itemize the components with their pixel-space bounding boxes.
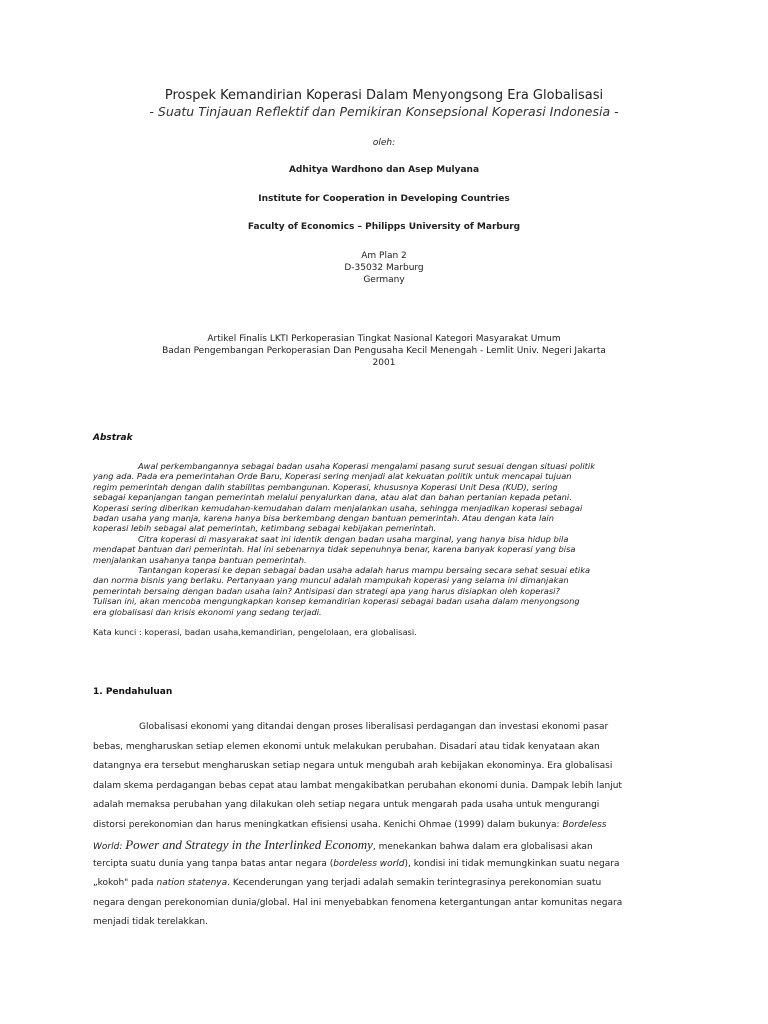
address-line: Am Plan 2 <box>361 251 407 261</box>
article-note-line: Badan Pengembangan Perkoperasian Dan Pengusaha Kecil Menengah - Lemlit Univ. Negeri Jakarta <box>162 346 606 356</box>
abstract-heading: Abstrak <box>93 433 133 443</box>
abstract-line: regim pemerintah dengan dalih stabilitas pembangunan. Koperasi, khususnya Koperasi Unit Desa (KUD), sering <box>93 481 558 492</box>
body-line <box>93 835 677 855</box>
abstract-line: menjalankan usahanya tanpa bantuan pemerintah. <box>93 554 307 565</box>
paper-subtitle: - Suatu Tinjauan Reflektif dan Pemikiran Konsepsional Koperasi Indonesia - <box>149 104 619 119</box>
abstract-line: badan usaha yang manja, karena hanya bisa berkembang dengan bantuan pemerintah. Atau dengan kata lain <box>93 513 554 524</box>
body-line: datangnya era tersebut mengharuskan setiap negara untuk mengubah arah kebijakan ekonominya. Era globalisasi <box>93 761 613 771</box>
address-line: Germany <box>363 275 405 285</box>
faculty: Faculty of Economics – Philipps University of Marburg <box>247 222 521 232</box>
body-line <box>93 855 677 875</box>
abstract-line: Awal perkembangannya sebagai badan usaha Koperasi mengalami pasang surut sesuai dengan situasi politik <box>138 461 596 471</box>
paper-title: Prospek Kemandirian Koperasi Dalam Menyongsong Era Globalisasi <box>164 88 604 103</box>
article-note-line: Artikel Finalis LKTI Perkoperasian Tingkat Nasional Kategori Masyarakat Umum <box>207 334 561 344</box>
keywords: Kata kunci : koperasi, badan usaha,kemandirian, pengelolaan, era globalisasi. <box>93 627 417 637</box>
abstract-body <box>93 461 677 617</box>
bordeless-world-italic: bordeless world <box>333 858 405 869</box>
body-line: negara dengan perekonomian dunia/global. Hal ini menyebabkan fenomena ketergantungan antar komunitas negara <box>93 897 623 908</box>
abstract-line: Koperasi sering diberikan kemudahan-kemudahan dalam menjalankan usaha, sehingga menjadikan koperasi sebagai <box>93 502 583 513</box>
body-line-text: „kokoh" pada <box>93 878 157 888</box>
body-line <box>93 816 677 836</box>
body-line: bebas, mengharuskan setiap elemen ekonomi untuk melakukan perubahan. Disadari atau tidak kenyataan akan <box>93 741 600 752</box>
body-line-text: distorsi perekonomian dan harus meningkatkan efisiensi usaha. Kenichi Ohmae (1999) dalam bukunya: <box>93 819 560 830</box>
body-line: menjadi tidak terelakkan. <box>93 917 208 927</box>
abstract-line: dan norma bisnis yang berlaku. Pertanyaan yang muncul adalah mampukah koperasi yang selama ini dimanjakan <box>93 575 569 586</box>
abstract-line: koperasi lebih sebagai alat pemerintah, ketimbang sebagai kebijakan pemerintah. <box>93 523 437 534</box>
world-italic: World: <box>93 842 123 852</box>
authors: Adhitya Wardhono dan Asep Mulyana <box>288 165 480 175</box>
by-label: oleh: <box>372 138 396 148</box>
abstract-line: era globalisasi dan krisis ekonomi yang sedang terjadi. <box>93 606 322 617</box>
body-line-text: ), kondisi ini tidak memungkinkan suatu negara <box>404 858 620 869</box>
abstract-line: pemerintah bersaing dengan badan usaha lain? Antisipasi dan strategi apa yang harus disiapkan oleh koperasi? <box>93 585 560 596</box>
abstract-line: Tulisan ini, akan mencoba mengungkapkan konsep kemandirian koperasi sebagai badan usaha dalam menyongsong <box>93 596 580 607</box>
abstract-line: Tantangan koperasi ke depan sebagai badan usaha adalah harus mampu bersaing secara sehat sesuai etika <box>138 565 591 576</box>
abstract-line: mendapat bantuan dari pemerintah. Hal ini sebenarnya tidak sepenuhnya benar, karena banyak koperasi yang bisa <box>93 544 576 555</box>
bordeless-italic: Bordeless <box>562 819 607 830</box>
body-line-text: tercipta suatu dunia yang tanpa batas antar negara ( <box>93 858 334 869</box>
body-line-text: . Kecenderungan yang terjadi adalah semakin terintegrasinya perekonomian suatu <box>227 878 602 888</box>
body-line: dalam skema perdagangan bebas cepat atau lambat mengakibatkan perubahan ekonomi dunia. Dampak lebih lanjut <box>93 780 622 791</box>
institute: Institute for Cooperation in Developing Countries <box>258 194 510 204</box>
address-line: D-35032 Marburg <box>344 263 424 273</box>
abstract-line: yang ada. Pada era pemerintahan Orde Baru, Koperasi sering menjadi alat kekuatan politik untuk mencapai tujuan <box>93 471 572 482</box>
abstract-line: Citra koperasi di masyarakat saat ini identik dengan badan usaha marginal, yang hanya bisa hidup bila <box>138 533 569 544</box>
body-paragraph <box>93 718 677 933</box>
article-note-year: 2001 <box>372 358 396 368</box>
body-line-text: , menekankan bahwa dalam era globalisasi akan <box>372 842 593 852</box>
book-title: Power and Strategy in the Interlinked Economy <box>125 837 373 852</box>
body-line: Globalisasi ekonomi yang ditandai dengan proses liberalisasi perdagangan dan investasi ekonomi pasar <box>139 722 609 732</box>
abstract-line: sebagai kepanjangan tangan pemerintah melalui penyalurkan dana, atau alat dan bahan pertanian kepada petani. <box>93 492 572 503</box>
nation-statenya-italic: nation statenya <box>156 878 228 888</box>
body-line <box>93 874 677 894</box>
section-heading: 1. Pendahuluan <box>93 687 173 697</box>
body-line: adalah memaksa perubahan yang dilakukan oleh setiap negara untuk mengarah pada usaha untuk mengurangi <box>93 800 600 810</box>
